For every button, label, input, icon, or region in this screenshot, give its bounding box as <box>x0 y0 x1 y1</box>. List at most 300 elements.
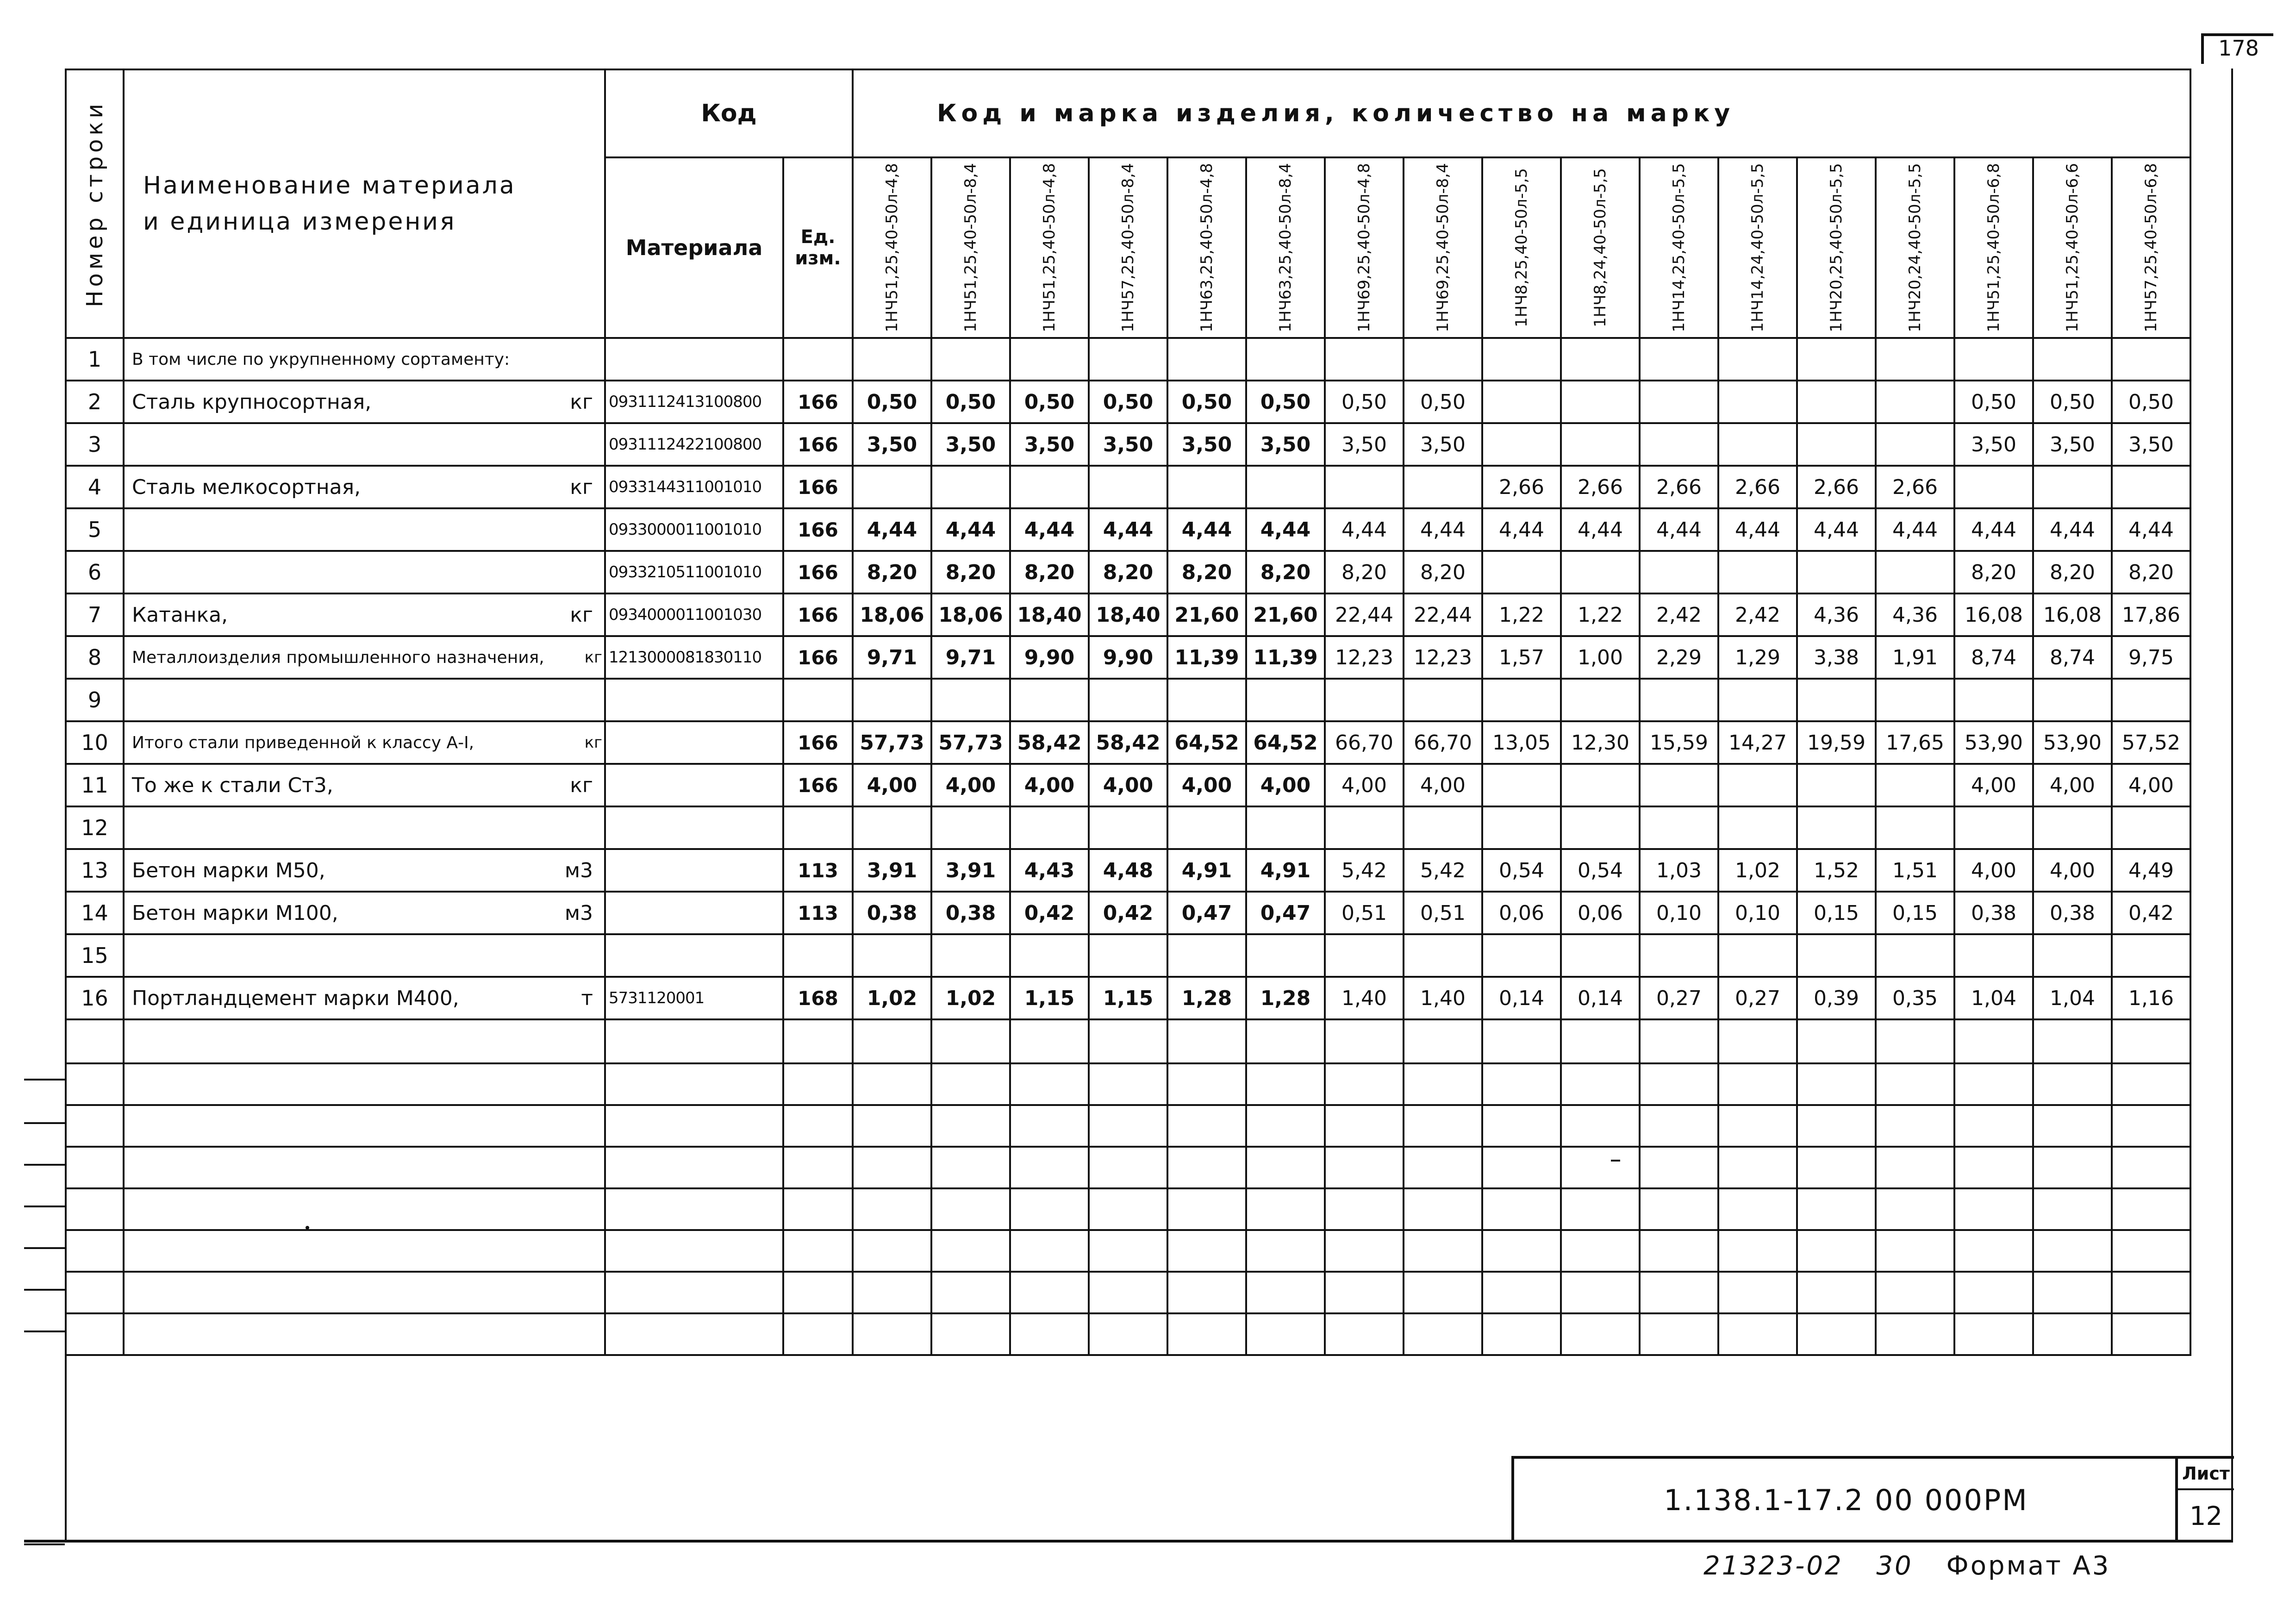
quantity-cell <box>1167 934 1246 977</box>
material-unit-label: кг <box>570 773 593 797</box>
quantity-cell: 9,71 <box>853 636 931 679</box>
quantity-cell: 2,42 <box>1640 593 1718 636</box>
pencil-mark <box>1611 1160 1620 1162</box>
quantity-cell: 18,40 <box>1010 593 1089 636</box>
blank-cell <box>1876 1272 1954 1313</box>
material-name <box>124 423 605 466</box>
blank-cell <box>1561 1188 1640 1230</box>
quantity-cell <box>1089 466 1167 508</box>
material-spec-table <box>65 69 2191 1356</box>
row-number: 16 <box>66 977 124 1019</box>
blank-cell <box>124 1105 605 1147</box>
quantity-cell: 1,16 <box>2112 977 2190 1019</box>
quantity-cell: 1,29 <box>1718 636 1797 679</box>
quantity-cell <box>1954 934 2033 977</box>
blank-cell <box>783 1230 853 1272</box>
quantity-cell <box>1876 551 1954 593</box>
mark-header-cell <box>1718 157 1797 338</box>
blank-cell <box>605 1019 783 1063</box>
material-code: 0931112413100800 <box>605 381 783 423</box>
blank-cell <box>1482 1272 1561 1313</box>
quantity-cell <box>1010 338 1089 381</box>
blank-cell <box>66 1230 124 1272</box>
unit-code <box>783 679 853 721</box>
blank-cell <box>124 1272 605 1313</box>
quantity-cell: 4,44 <box>1167 508 1246 551</box>
blank-cell <box>1482 1230 1561 1272</box>
blank-cell <box>1167 1188 1246 1230</box>
blank-cell <box>1561 1313 1640 1355</box>
quantity-cell: 4,43 <box>1010 849 1089 892</box>
blank-cell <box>1876 1147 1954 1188</box>
quantity-cell <box>1404 466 1482 508</box>
quantity-cell: 0,10 <box>1640 892 1718 934</box>
quantity-cell: 2,66 <box>1640 466 1718 508</box>
quantity-cell: 4,44 <box>1876 508 1954 551</box>
blank-cell <box>1325 1019 1404 1063</box>
quantity-cell: 11,39 <box>1167 636 1246 679</box>
blank-cell <box>605 1272 783 1313</box>
binding-margin <box>24 1079 65 1545</box>
blank-cell <box>1167 1147 1246 1188</box>
row-number: 14 <box>66 892 124 934</box>
quantity-cell <box>1718 423 1797 466</box>
material-name <box>124 721 605 764</box>
blank-row <box>66 1230 2190 1272</box>
blank-cell <box>124 1147 605 1188</box>
quantity-cell: 3,38 <box>1797 636 1876 679</box>
inventory-number: 21323-02 <box>1703 1551 1843 1581</box>
row-number: 10 <box>66 721 124 764</box>
quantity-cell: 8,20 <box>1089 551 1167 593</box>
quantity-cell <box>853 466 931 508</box>
margin-line <box>24 1247 65 1249</box>
material-name-text: Сталь мелкосортная, <box>132 475 361 499</box>
mark-label: 1НЧ20,25,40-50л-5,5 <box>1827 163 1846 332</box>
quantity-cell: 4,36 <box>1876 593 1954 636</box>
material-name-text: То же к стали Ст3, <box>132 773 333 797</box>
blank-cell <box>1167 1019 1246 1063</box>
quantity-cell <box>2033 806 2112 849</box>
blank-cell <box>1167 1105 1246 1147</box>
quantity-cell <box>1167 466 1246 508</box>
quantity-cell <box>1167 338 1246 381</box>
unit-code <box>783 338 853 381</box>
quantity-cell: 1,15 <box>1089 977 1167 1019</box>
blank-cell <box>1167 1313 1246 1355</box>
quantity-cell: 66,70 <box>1404 721 1482 764</box>
quantity-cell <box>853 806 931 849</box>
blank-cell <box>1325 1313 1404 1355</box>
mark-header-cell <box>1167 157 1246 338</box>
quantity-cell: 8,20 <box>1404 551 1482 593</box>
unit-code: 166 <box>783 721 853 764</box>
unit-code: 166 <box>783 593 853 636</box>
blank-cell <box>66 1313 124 1355</box>
quantity-cell: 4,49 <box>2112 849 2190 892</box>
table-row <box>66 381 2190 423</box>
blank-cell <box>1089 1105 1167 1147</box>
row-number: 13 <box>66 849 124 892</box>
quantity-cell: 8,20 <box>853 551 931 593</box>
quantity-cell <box>2033 679 2112 721</box>
material-code: 0933000011001010 <box>605 508 783 551</box>
material-name-text: Бетон марки М100, <box>132 901 338 925</box>
quantity-cell: 0,06 <box>1482 892 1561 934</box>
blank-cell <box>1010 1313 1089 1355</box>
quantity-cell: 4,00 <box>2112 764 2190 806</box>
quantity-cell: 3,91 <box>853 849 931 892</box>
blank-cell <box>783 1105 853 1147</box>
quantity-cell: 22,44 <box>1404 593 1482 636</box>
quantity-cell <box>1404 338 1482 381</box>
quantity-cell: 2,66 <box>1482 466 1561 508</box>
table-row <box>66 466 2190 508</box>
mark-label: 1НЧ14,25,40-50л-5,5 <box>1670 163 1688 332</box>
quantity-cell <box>2033 934 2112 977</box>
material-name-text: Итого стали приведенной к классу А-I, <box>132 733 474 752</box>
quantity-cell: 1,28 <box>1246 977 1325 1019</box>
blank-cell <box>2033 1105 2112 1147</box>
quantity-cell <box>1640 806 1718 849</box>
quantity-cell: 0,50 <box>853 381 931 423</box>
row-number: 9 <box>66 679 124 721</box>
mark-label: 1НЧ69,25,40-50л-4,8 <box>1355 163 1373 332</box>
blank-cell <box>1561 1063 1640 1105</box>
quantity-cell <box>1718 934 1797 977</box>
quantity-cell <box>2033 338 2112 381</box>
quantity-cell: 3,50 <box>1167 423 1246 466</box>
blank-cell <box>1010 1019 1089 1063</box>
quantity-cell: 16,08 <box>1954 593 2033 636</box>
table-row <box>66 934 2190 977</box>
unit-header-line2: изм. <box>795 248 841 269</box>
blank-cell <box>1482 1105 1561 1147</box>
quantity-cell: 4,44 <box>2112 508 2190 551</box>
blank-cell <box>1797 1147 1876 1188</box>
quantity-cell: 9,75 <box>2112 636 2190 679</box>
quantity-cell: 64,52 <box>1246 721 1325 764</box>
blank-cell <box>605 1188 783 1230</box>
mark-header-cell <box>1482 157 1561 338</box>
quantity-cell: 57,52 <box>2112 721 2190 764</box>
quantity-cell <box>853 934 931 977</box>
mark-header-cell <box>1404 157 1482 338</box>
material-code: 0933144311001010 <box>605 466 783 508</box>
quantity-cell: 4,44 <box>1640 508 1718 551</box>
blank-cell <box>1640 1188 1718 1230</box>
quantity-cell: 4,44 <box>1246 508 1325 551</box>
quantity-cell: 4,00 <box>1089 764 1167 806</box>
blank-cell <box>1010 1105 1089 1147</box>
table-row <box>66 636 2190 679</box>
material-code <box>605 721 783 764</box>
blank-cell <box>783 1272 853 1313</box>
material-name <box>124 934 605 977</box>
unit-code: 166 <box>783 423 853 466</box>
material-unit-label: кг <box>570 390 593 414</box>
quantity-cell: 0,15 <box>1797 892 1876 934</box>
name-header-line1: Наименование материала <box>143 172 516 200</box>
unit-code: 166 <box>783 381 853 423</box>
quantity-cell: 4,44 <box>1954 508 2033 551</box>
quantity-cell: 2,66 <box>1797 466 1876 508</box>
material-name <box>124 806 605 849</box>
blank-cell <box>1482 1188 1561 1230</box>
quantity-cell <box>1718 338 1797 381</box>
quantity-cell: 64,52 <box>1167 721 1246 764</box>
margin-line <box>24 1206 65 1207</box>
blank-cell <box>1718 1188 1797 1230</box>
blank-row <box>66 1063 2190 1105</box>
material-code <box>605 679 783 721</box>
quantity-cell <box>1954 466 2033 508</box>
material-code <box>605 934 783 977</box>
quantity-cell: 1,04 <box>1954 977 2033 1019</box>
blank-cell <box>1010 1230 1089 1272</box>
blank-cell <box>1404 1188 1482 1230</box>
mark-header-cell <box>1876 157 1954 338</box>
blank-cell <box>66 1105 124 1147</box>
blank-cell <box>1246 1063 1325 1105</box>
quantity-cell <box>1797 551 1876 593</box>
header-code-mark-qty: Код и марка изделия, количество на марку <box>853 69 2190 157</box>
blank-cell <box>1954 1019 2033 1063</box>
quantity-cell: 3,50 <box>2033 423 2112 466</box>
quantity-cell <box>1246 934 1325 977</box>
blank-cell <box>2033 1063 2112 1105</box>
quantity-cell: 1,57 <box>1482 636 1561 679</box>
blank-cell <box>783 1063 853 1105</box>
row-number: 4 <box>66 466 124 508</box>
quantity-cell: 0,50 <box>1325 381 1404 423</box>
quantity-cell <box>1167 806 1246 849</box>
table-row <box>66 423 2190 466</box>
row-number: 2 <box>66 381 124 423</box>
quantity-cell: 0,54 <box>1561 849 1640 892</box>
blank-cell <box>931 1313 1010 1355</box>
mark-header-cell <box>1640 157 1718 338</box>
margin-line <box>24 1164 65 1166</box>
quantity-cell <box>1167 679 1246 721</box>
blank-cell <box>1718 1230 1797 1272</box>
mark-label: 1НЧ51,25,40-50л-4,8 <box>883 163 901 332</box>
quantity-cell <box>1482 338 1561 381</box>
mark-header-cell <box>1954 157 2033 338</box>
quantity-cell: 5,42 <box>1404 849 1482 892</box>
quantity-cell <box>1640 934 1718 977</box>
quantity-cell: 4,44 <box>853 508 931 551</box>
quantity-cell: 0,47 <box>1167 892 1246 934</box>
mark-header-cell <box>1089 157 1167 338</box>
unit-code <box>783 806 853 849</box>
quantity-cell: 12,30 <box>1561 721 1640 764</box>
quantity-cell <box>1561 338 1640 381</box>
material-name-text: Металлоизделия промышленного назначения, <box>132 648 544 667</box>
quantity-cell <box>1640 381 1718 423</box>
row-number: 1 <box>66 338 124 381</box>
mark-label: 1НЧ14,24,40-50л-5,5 <box>1748 163 1767 332</box>
quantity-cell <box>1404 806 1482 849</box>
blank-cell <box>853 1313 931 1355</box>
quantity-cell: 1,51 <box>1876 849 1954 892</box>
mark-label: 1НЧ51,25,40-50л-6,6 <box>2063 163 2082 332</box>
blank-cell <box>1404 1105 1482 1147</box>
quantity-cell <box>1718 764 1797 806</box>
mark-label: 1НЧ51,25,40-50л-4,8 <box>1040 163 1059 332</box>
quantity-cell <box>931 679 1010 721</box>
blank-cell <box>1876 1019 1954 1063</box>
quantity-cell: 4,00 <box>2033 849 2112 892</box>
quantity-cell <box>1718 381 1797 423</box>
material-name-text: В том числе по укрупненному сортаменту: <box>132 350 510 369</box>
blank-cell <box>1089 1230 1167 1272</box>
quantity-cell: 3,50 <box>1404 423 1482 466</box>
blank-cell <box>1404 1230 1482 1272</box>
mark-label: 1НЧ63,25,40-50л-4,8 <box>1198 163 1216 332</box>
quantity-cell <box>1482 764 1561 806</box>
quantity-cell: 3,50 <box>2112 423 2190 466</box>
quantity-cell: 8,20 <box>2033 551 2112 593</box>
blank-cell <box>2112 1019 2190 1063</box>
quantity-cell <box>1325 806 1404 849</box>
quantity-cell: 1,40 <box>1325 977 1404 1019</box>
quantity-cell: 12,23 <box>1404 636 1482 679</box>
quantity-cell: 3,50 <box>1954 423 2033 466</box>
quantity-cell: 0,14 <box>1482 977 1561 1019</box>
material-name <box>124 977 605 1019</box>
quantity-cell: 0,10 <box>1718 892 1797 934</box>
blank-cell <box>1482 1019 1561 1063</box>
blank-cell <box>66 1019 124 1063</box>
quantity-cell <box>1246 466 1325 508</box>
table-row <box>66 892 2190 934</box>
blank-cell <box>1325 1188 1404 1230</box>
blank-cell <box>931 1147 1010 1188</box>
quantity-cell: 1,04 <box>2033 977 2112 1019</box>
blank-cell <box>1640 1272 1718 1313</box>
blank-cell <box>783 1313 853 1355</box>
material-name-text: Катанка, <box>132 603 228 627</box>
blank-cell <box>1640 1230 1718 1272</box>
quantity-cell: 2,66 <box>1876 466 1954 508</box>
blank-cell <box>1797 1230 1876 1272</box>
quantity-cell: 4,00 <box>1246 764 1325 806</box>
blank-cell <box>1482 1063 1561 1105</box>
material-unit-label: кг <box>570 603 593 627</box>
quantity-cell: 4,44 <box>2033 508 2112 551</box>
blank-cell <box>1640 1147 1718 1188</box>
margin-line <box>24 1122 65 1124</box>
quantity-cell <box>1640 551 1718 593</box>
quantity-cell <box>1640 679 1718 721</box>
quantity-cell: 4,91 <box>1167 849 1246 892</box>
blank-cell <box>1797 1313 1876 1355</box>
quantity-cell: 4,44 <box>1404 508 1482 551</box>
quantity-cell <box>1482 381 1561 423</box>
blank-cell <box>1404 1313 1482 1355</box>
quantity-cell <box>1010 806 1089 849</box>
quantity-cell: 8,20 <box>1325 551 1404 593</box>
blank-cell <box>1797 1272 1876 1313</box>
blank-cell <box>1797 1188 1876 1230</box>
quantity-cell: 57,73 <box>931 721 1010 764</box>
mark-header-cell <box>2033 157 2112 338</box>
quantity-cell: 0,51 <box>1404 892 1482 934</box>
quantity-cell: 18,40 <box>1089 593 1167 636</box>
table-row <box>66 977 2190 1019</box>
quantity-cell <box>1640 338 1718 381</box>
quantity-cell: 4,48 <box>1089 849 1167 892</box>
quantity-cell: 8,20 <box>1010 551 1089 593</box>
blank-cell <box>931 1063 1010 1105</box>
margin-line <box>24 1289 65 1291</box>
quantity-cell: 14,27 <box>1718 721 1797 764</box>
quantity-cell: 17,65 <box>1876 721 1954 764</box>
table-row <box>66 721 2190 764</box>
unit-code: 168 <box>783 977 853 1019</box>
quantity-cell: 4,00 <box>2033 764 2112 806</box>
blank-cell <box>124 1019 605 1063</box>
quantity-cell: 4,00 <box>1954 849 2033 892</box>
blank-cell <box>66 1188 124 1230</box>
quantity-cell: 1,52 <box>1797 849 1876 892</box>
quantity-cell: 4,00 <box>931 764 1010 806</box>
blank-cell <box>1718 1063 1797 1105</box>
quantity-cell: 17,86 <box>2112 593 2190 636</box>
mark-header-cell <box>1010 157 1089 338</box>
quantity-cell: 53,90 <box>1954 721 2033 764</box>
quantity-cell <box>1561 679 1640 721</box>
sheet-label: Лист <box>2178 1459 2234 1490</box>
unit-code: 113 <box>783 849 853 892</box>
sheet-number-box <box>2175 1456 2234 1542</box>
quantity-cell <box>1089 338 1167 381</box>
quantity-cell: 4,00 <box>1325 764 1404 806</box>
quantity-cell: 0,50 <box>1246 381 1325 423</box>
blank-cell <box>931 1230 1010 1272</box>
quantity-cell: 3,50 <box>1010 423 1089 466</box>
quantity-cell: 18,06 <box>931 593 1010 636</box>
blank-cell <box>2033 1230 2112 1272</box>
material-name <box>124 636 605 679</box>
pencil-dot <box>306 1226 309 1230</box>
material-code <box>605 338 783 381</box>
material-name <box>124 466 605 508</box>
quantity-cell: 9,71 <box>931 636 1010 679</box>
blank-cell <box>1010 1063 1089 1105</box>
blank-cell <box>2033 1313 2112 1355</box>
quantity-cell <box>1797 679 1876 721</box>
quantity-cell <box>2112 806 2190 849</box>
blank-cell <box>605 1147 783 1188</box>
blank-cell <box>931 1019 1010 1063</box>
material-unit-label: кг <box>584 733 602 752</box>
blank-cell <box>1089 1188 1167 1230</box>
quantity-cell <box>1089 806 1167 849</box>
mark-label: 1НЧ63,25,40-50л-8,4 <box>1276 163 1295 332</box>
quantity-cell: 1,15 <box>1010 977 1089 1019</box>
quantity-cell: 1,22 <box>1482 593 1561 636</box>
blank-cell <box>66 1063 124 1105</box>
quantity-cell: 1,91 <box>1876 636 1954 679</box>
blank-cell <box>1010 1147 1089 1188</box>
document-code: 1.138.1-17.2 00 000РМ <box>1664 1483 2028 1517</box>
table-row <box>66 593 2190 636</box>
mark-header-cell <box>1325 157 1404 338</box>
header-row-top <box>66 69 2190 157</box>
blank-cell <box>853 1230 931 1272</box>
